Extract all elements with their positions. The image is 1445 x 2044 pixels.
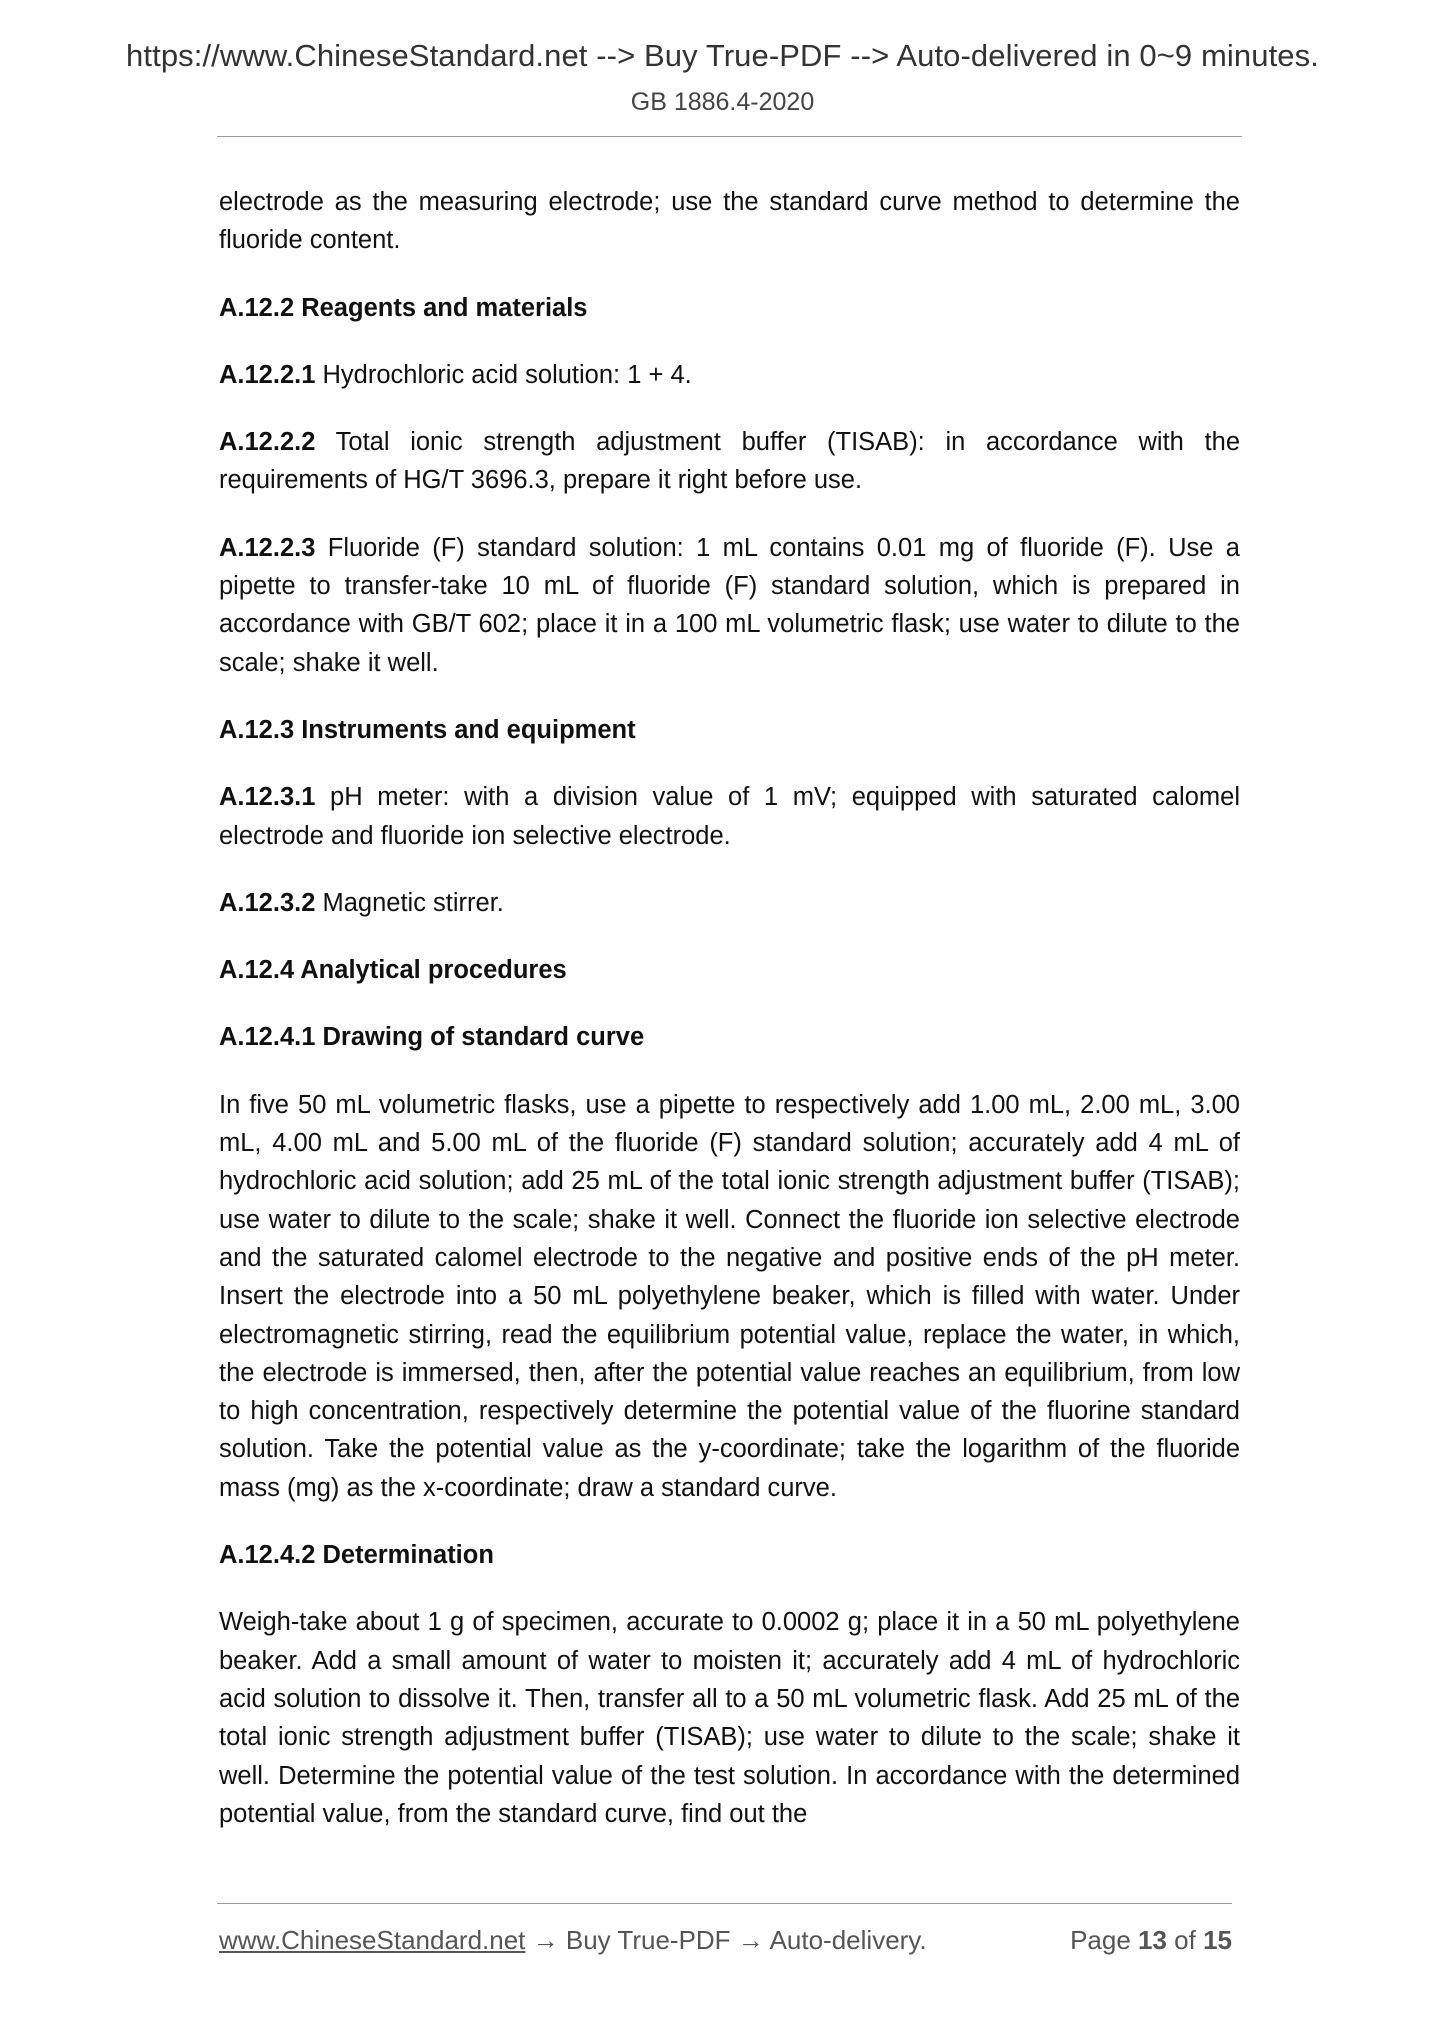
clause-number: A.12.2.1 xyxy=(219,360,316,389)
page-of: of xyxy=(1166,1925,1204,1955)
page-label: Page xyxy=(1070,1925,1139,1955)
clause-number: A.12.3.2 xyxy=(219,888,316,917)
standard-curve-paragraph: In five 50 mL volumetric flasks, use a pipette to respectively add 1.00 mL, 2.00 mL, 3.00 mL, 4.00 mL and 5.00 mL of the fluoride (F) standard solution; accurately add 4 mL of hydrochloric acid solution; add 25 mL of the total ionic strength adjustment buffer (TISAB); use water to dilute to the scale; shake it well. Connect the fluoride ion selective electrode and the saturated calomel electrode to the negative and positive ends of the pH meter. Insert the electrode into a 50 mL polyethylene beaker, which is filled with water. Under electromagnetic stirring, read the equilibrium potential value, replace the water, in which, the electrode is immersed, then, after the potential value reaches an equilibrium, from low to high concentration, respectively determine the potential value of the fluorine standard solution. Take the potential value as the y-coordinate; take the logarithm of the fluoride mass (mg) as the x-coordinate; draw a standard curve. xyxy=(219,1090,1240,1502)
intro-paragraph: electrode as the measuring electrode; use the standard curve method to determine the fluoride content. xyxy=(219,188,1240,255)
document-body xyxy=(219,183,1240,1862)
page-indicator xyxy=(1070,1925,1232,1956)
section-heading-a1222: A.12.2 Reagents and materials xyxy=(219,293,588,322)
page-current: 13 xyxy=(1138,1925,1167,1955)
standard-code: GB 1886.4-2020 xyxy=(630,88,815,116)
clause-number: A.12.2.2 xyxy=(219,428,316,457)
footer-divider xyxy=(217,1903,1232,1904)
clause-a12221 xyxy=(219,356,1240,394)
section-heading-a12241: A.12.4.1 Drawing of standard curve xyxy=(219,1023,645,1052)
clause-a12223 xyxy=(219,529,1240,682)
clause-text: Hydrochloric acid solution: 1 + 4. xyxy=(315,360,692,389)
clause-a12232 xyxy=(219,884,1240,922)
footer-source xyxy=(219,1925,927,1956)
clause-text: Magnetic stirrer. xyxy=(315,888,504,917)
clause-number: A.12.3.1 xyxy=(219,783,316,812)
top-banner: https://www.ChineseStandard.net --> Buy True-PDF --> Auto-delivered in 0~9 minutes. xyxy=(126,38,1319,73)
section-heading-a1223: A.12.3 Instruments and equipment xyxy=(219,715,636,744)
clause-text: Total ionic strength adjustment buffer (TISAB): in accordance with the requirements of HG/T 3696.3, prepare it right before use. xyxy=(219,428,1240,495)
clause-text: Fluoride (F) standard solution: 1 mL contains 0.01 mg of fluoride (F). Use a pipette to transfer-take 10 mL of fluoride (F) standard solution, which is prepared in accordance with GB/T 602; place it in a 100 mL volumetric flask; use water to dilute to the scale; shake it well. xyxy=(219,533,1240,677)
clause-text: pH meter: with a division value of 1 mV; equipped with saturated calomel electrode and fluoride ion selective electrode. xyxy=(219,783,1240,850)
footer-tagline: → Buy True-PDF → Auto-delivery. xyxy=(525,1925,927,1955)
site-link[interactable]: www.ChineseStandard.net xyxy=(219,1925,526,1955)
section-heading-a12242: A.12.4.2 Determination xyxy=(219,1541,494,1570)
determination-paragraph: Weigh-take about 1 g of specimen, accurate to 0.0002 g; place it in a 50 mL polyethylene beaker. Add a small amount of water to moisten it; accurately add 4 mL of hydrochloric acid solution to dissolve it. Then, transfer all to a 50 mL volumetric flask. Add 25 mL of the total ionic strength adjustment buffer (TISAB); use water to dilute to the scale; shake it well. Determine the potential value of the test solution. In accordance with the determined potential value, from the standard curve, find out the xyxy=(219,1608,1240,1828)
clause-number: A.12.2.3 xyxy=(219,533,316,562)
page-total: 15 xyxy=(1203,1925,1232,1955)
clause-a12231 xyxy=(219,778,1240,855)
section-heading-a1224: A.12.4 Analytical procedures xyxy=(219,956,567,985)
header-divider xyxy=(217,136,1242,137)
clause-a12222 xyxy=(219,423,1240,500)
